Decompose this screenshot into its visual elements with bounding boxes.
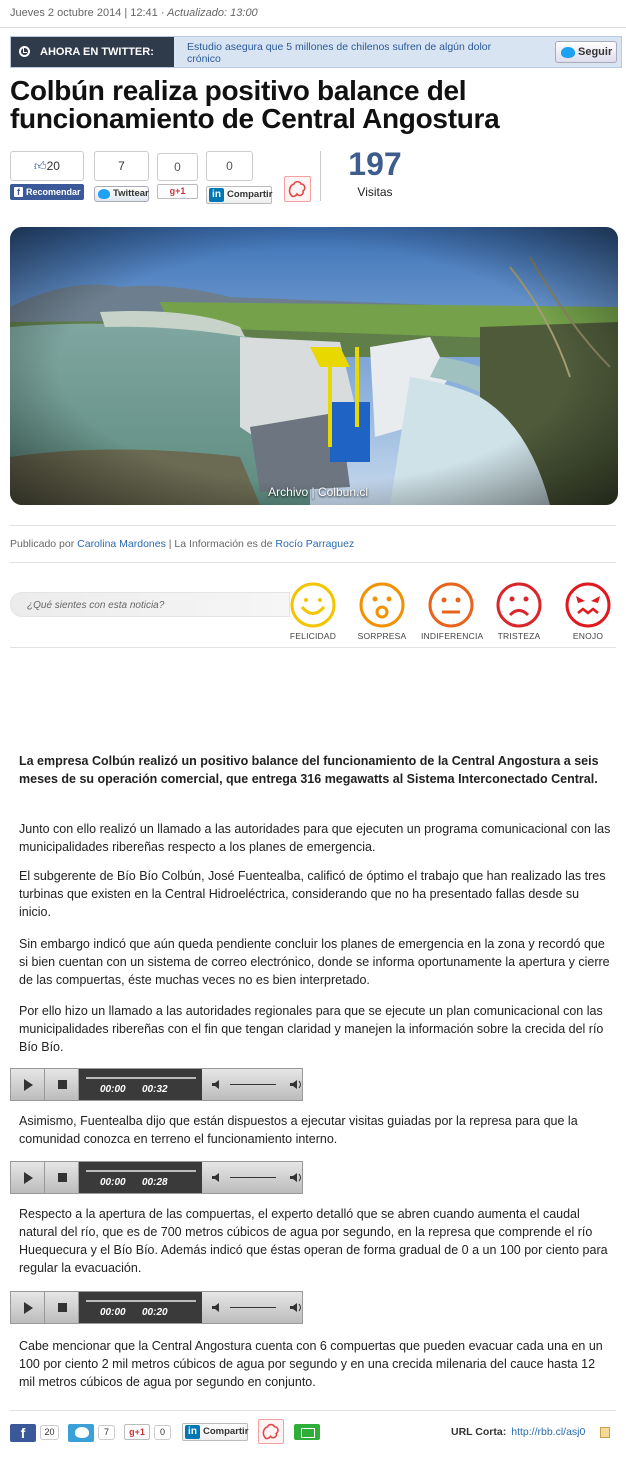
footer-gplus-count: 0 (154, 1425, 171, 1440)
dam-photo-illustration (10, 227, 618, 505)
short-url-link[interactable]: http://rbb.cl/asj0 (511, 1426, 586, 1438)
visit-label: Visitas (357, 185, 393, 199)
short-url (451, 1426, 585, 1438)
linkedin-count: 0 (206, 151, 253, 181)
volume-low-icon (212, 1173, 220, 1182)
stop-button[interactable] (45, 1069, 79, 1100)
footer-biobio-button[interactable] (258, 1419, 284, 1444)
visit-count: 197 (348, 146, 402, 182)
facebook-recommend-button[interactable] (10, 184, 84, 200)
footer-facebook-button[interactable]: f (10, 1424, 36, 1442)
facebook-count-value: 20 (46, 159, 60, 173)
volume-high-icon (290, 1303, 302, 1312)
gplus-label: +1 (134, 1427, 145, 1437)
play-button[interactable] (11, 1069, 45, 1100)
visit-counter (330, 147, 420, 199)
gplus-icon: g (129, 1427, 135, 1437)
audio-player (10, 1068, 303, 1101)
source-link[interactable]: Rocío Parraguez (275, 538, 355, 550)
biobio-logo-icon (259, 1420, 283, 1443)
email-share-button[interactable] (294, 1424, 320, 1440)
tweet-button[interactable] (94, 186, 149, 202)
facebook-like-count (10, 151, 84, 181)
linkedin-share-button[interactable] (206, 186, 272, 204)
byline-prefix: Publicado por (10, 538, 75, 550)
volume-high-icon (290, 1080, 302, 1089)
twitter-headline-link[interactable]: Estudio asegura que 5 millones de chilenos sufren de algún dolor crónico (187, 41, 492, 65)
publish-date: Jueves 2 octubre 2014 | 12:41 (10, 7, 158, 19)
reaction-indiferencia[interactable] (421, 582, 484, 641)
facebook-icon: f (14, 187, 23, 197)
elapsed-time: 00:00 (100, 1307, 126, 1318)
article-photo (10, 227, 618, 505)
updated-time: · Actualizado: 13:00 (160, 7, 258, 19)
thumbs-up-icon: 👍︎ (34, 159, 47, 173)
duration-time: 00:20 (142, 1307, 168, 1318)
volume-high-icon (290, 1173, 302, 1182)
audio-progress[interactable] (80, 1292, 202, 1323)
volume-track (230, 1307, 276, 1308)
neutral-face-icon (428, 582, 474, 628)
audio-player (10, 1291, 303, 1324)
reaction-label: ENOJO (572, 631, 604, 641)
audio-progress[interactable] (80, 1069, 202, 1100)
share-divider (320, 151, 321, 201)
gplus-button[interactable] (157, 184, 198, 199)
linkedin-icon: in (209, 188, 224, 202)
tweet-label: Twittear (113, 188, 149, 199)
twitter-bar-label (11, 37, 174, 67)
twitter-bird-icon (98, 189, 110, 199)
footer-twitter-count: 7 (98, 1425, 115, 1440)
reaction-label: TRISTEZA (497, 631, 541, 641)
short-url-label: URL Corta: (451, 1426, 507, 1438)
twitter-bird-icon (75, 1427, 89, 1438)
volume-control[interactable] (202, 1292, 302, 1323)
byline (10, 538, 354, 550)
happy-face-icon (290, 582, 336, 628)
play-button[interactable] (11, 1162, 45, 1193)
progress-track (86, 1077, 196, 1079)
dateline (10, 7, 258, 19)
facebook-recommend-label: Recomendar (26, 187, 81, 197)
volume-control[interactable] (202, 1162, 302, 1193)
linkedin-label: Compartir (203, 1426, 249, 1437)
audio-player (10, 1161, 303, 1194)
gplus-count: 0 (157, 153, 198, 181)
divider (10, 647, 616, 648)
surprised-face-icon (359, 582, 405, 628)
reaction-tristeza[interactable] (489, 582, 549, 641)
linkedin-label: Compartir (227, 189, 273, 200)
clock-icon (19, 46, 30, 57)
reaction-prompt: ¿Qué sientes con esta noticia? (10, 592, 290, 617)
tweet-count: 7 (94, 151, 149, 181)
follow-label: Seguir (578, 46, 613, 58)
angry-face-icon (565, 582, 611, 628)
page-title: Colbún realiza positivo balance del funcionamiento de Central Angostura (10, 75, 500, 134)
author-link[interactable]: Carolina Mardones (77, 538, 166, 550)
article-paragraph: Junto con ello realizó un llamado a las autoridades para que ejecuten un programa comunicacional con las municipalidades ribereñas respecto a los planes de emergencia. (19, 822, 611, 854)
photo-caption: Archivo | Colbun.cl (268, 485, 368, 499)
reaction-enojo[interactable] (558, 582, 618, 641)
gplus-icon: g (169, 186, 176, 196)
biobio-logo-icon (285, 177, 310, 201)
reaction-sorpresa[interactable] (352, 582, 412, 641)
footer-twitter-button[interactable] (68, 1424, 94, 1442)
elapsed-time: 00:00 (100, 1177, 126, 1188)
duration-time: 00:32 (142, 1084, 168, 1095)
volume-low-icon (212, 1080, 220, 1089)
stop-button[interactable] (45, 1162, 79, 1193)
twitter-bar (10, 36, 622, 68)
reaction-felicidad[interactable] (283, 582, 343, 641)
article-lead: La empresa Colbún realizó un positivo balance del funcionamiento de la Central Angostura a seis meses de su operación comercial, que entrega 316 megawatts al Sistema Interconectado Central. (19, 754, 599, 786)
article-paragraph: Sin embargo indicó que aún queda pendiente concluir los planes de emergencia en la zona y recordó que si bien cuentan con un sistema de correo electrónico, donde se informa oportunamente la apertura y cierre de las compuertas, éste muchas veces no es bien interpretado. (19, 937, 610, 987)
reaction-label: FELICIDAD (289, 631, 337, 641)
twitter-bird-icon (561, 47, 575, 58)
reaction-label: INDIFERENCIA (421, 631, 484, 641)
article-paragraph: Asimismo, Fuentealba dijo que están dispuestos a ejecutar visitas guiadas por la represa para que la comunidad conozca en terreno el funcionamiento interno. (19, 1114, 578, 1146)
play-button[interactable] (11, 1292, 45, 1323)
twitter-bar-label-text: AHORA EN TWITTER: (40, 46, 154, 58)
duration-time: 00:28 (142, 1177, 168, 1188)
volume-control[interactable] (202, 1069, 302, 1100)
info-prefix: | La Información es de (168, 538, 273, 550)
reaction-label: SORPRESA (357, 631, 407, 641)
progress-track (86, 1300, 196, 1302)
audio-progress[interactable] (80, 1162, 202, 1193)
article-paragraph: El subgerente de Bío Bío Colbún, José Fuentealba, calificó de óptimo el trabajo que han realizado las tres turbinas que existen en la Central Hidroeléctrica, considerando que no ha presentado fallas desde su inicio. (19, 869, 606, 919)
copy-url-icon[interactable] (600, 1427, 610, 1438)
sad-face-icon (496, 582, 542, 628)
elapsed-time: 00:00 (100, 1084, 126, 1095)
article-paragraph: Por ello hizo un llamado a las autoridades regionales para que se ejecute un plan comunicacional con las municipalidades ribereñas con el fin que tengan claridad y manejen la información sobre la crecida del río Bío Bío. (19, 1004, 604, 1054)
footer-linkedin-button[interactable] (182, 1423, 248, 1441)
divider (10, 1410, 616, 1411)
volume-low-icon (212, 1303, 220, 1312)
gplus-label: +1 (175, 186, 186, 196)
stop-button[interactable] (45, 1292, 79, 1323)
article-paragraph: Cabe mencionar que la Central Angostura cuenta con 6 compuertas que pueden evacuar cada una en un 100 por ciento 2 mil metros cúbicos de agua por segundo y en una crecida milenaria del cauce hasta 12 mil metros cúbicos de agua por segundo en conjunto. (19, 1339, 603, 1389)
divider (10, 562, 616, 563)
volume-track (230, 1084, 276, 1085)
footer-gplus-button[interactable] (124, 1424, 150, 1440)
volume-track (230, 1177, 276, 1178)
top-divider (0, 27, 626, 28)
article-paragraph: Respecto a la apertura de las compuertas, el experto detalló que se abren cuando aumenta el caudal natural del río, que es de 700 metros cúbicos de agua por segundo, en la represa que comprende el río Huequecura y el Bío Bío. Además indicó que éstas operan de forma gradual de 0 a un 100 por ciento para regular la evacuación. (19, 1207, 608, 1275)
divider (10, 525, 616, 526)
progress-track (86, 1170, 196, 1172)
twitter-follow-button[interactable] (555, 41, 617, 63)
biobio-share-button[interactable] (284, 176, 311, 202)
linkedin-icon: in (185, 1425, 200, 1439)
footer-facebook-count: 20 (40, 1425, 59, 1440)
